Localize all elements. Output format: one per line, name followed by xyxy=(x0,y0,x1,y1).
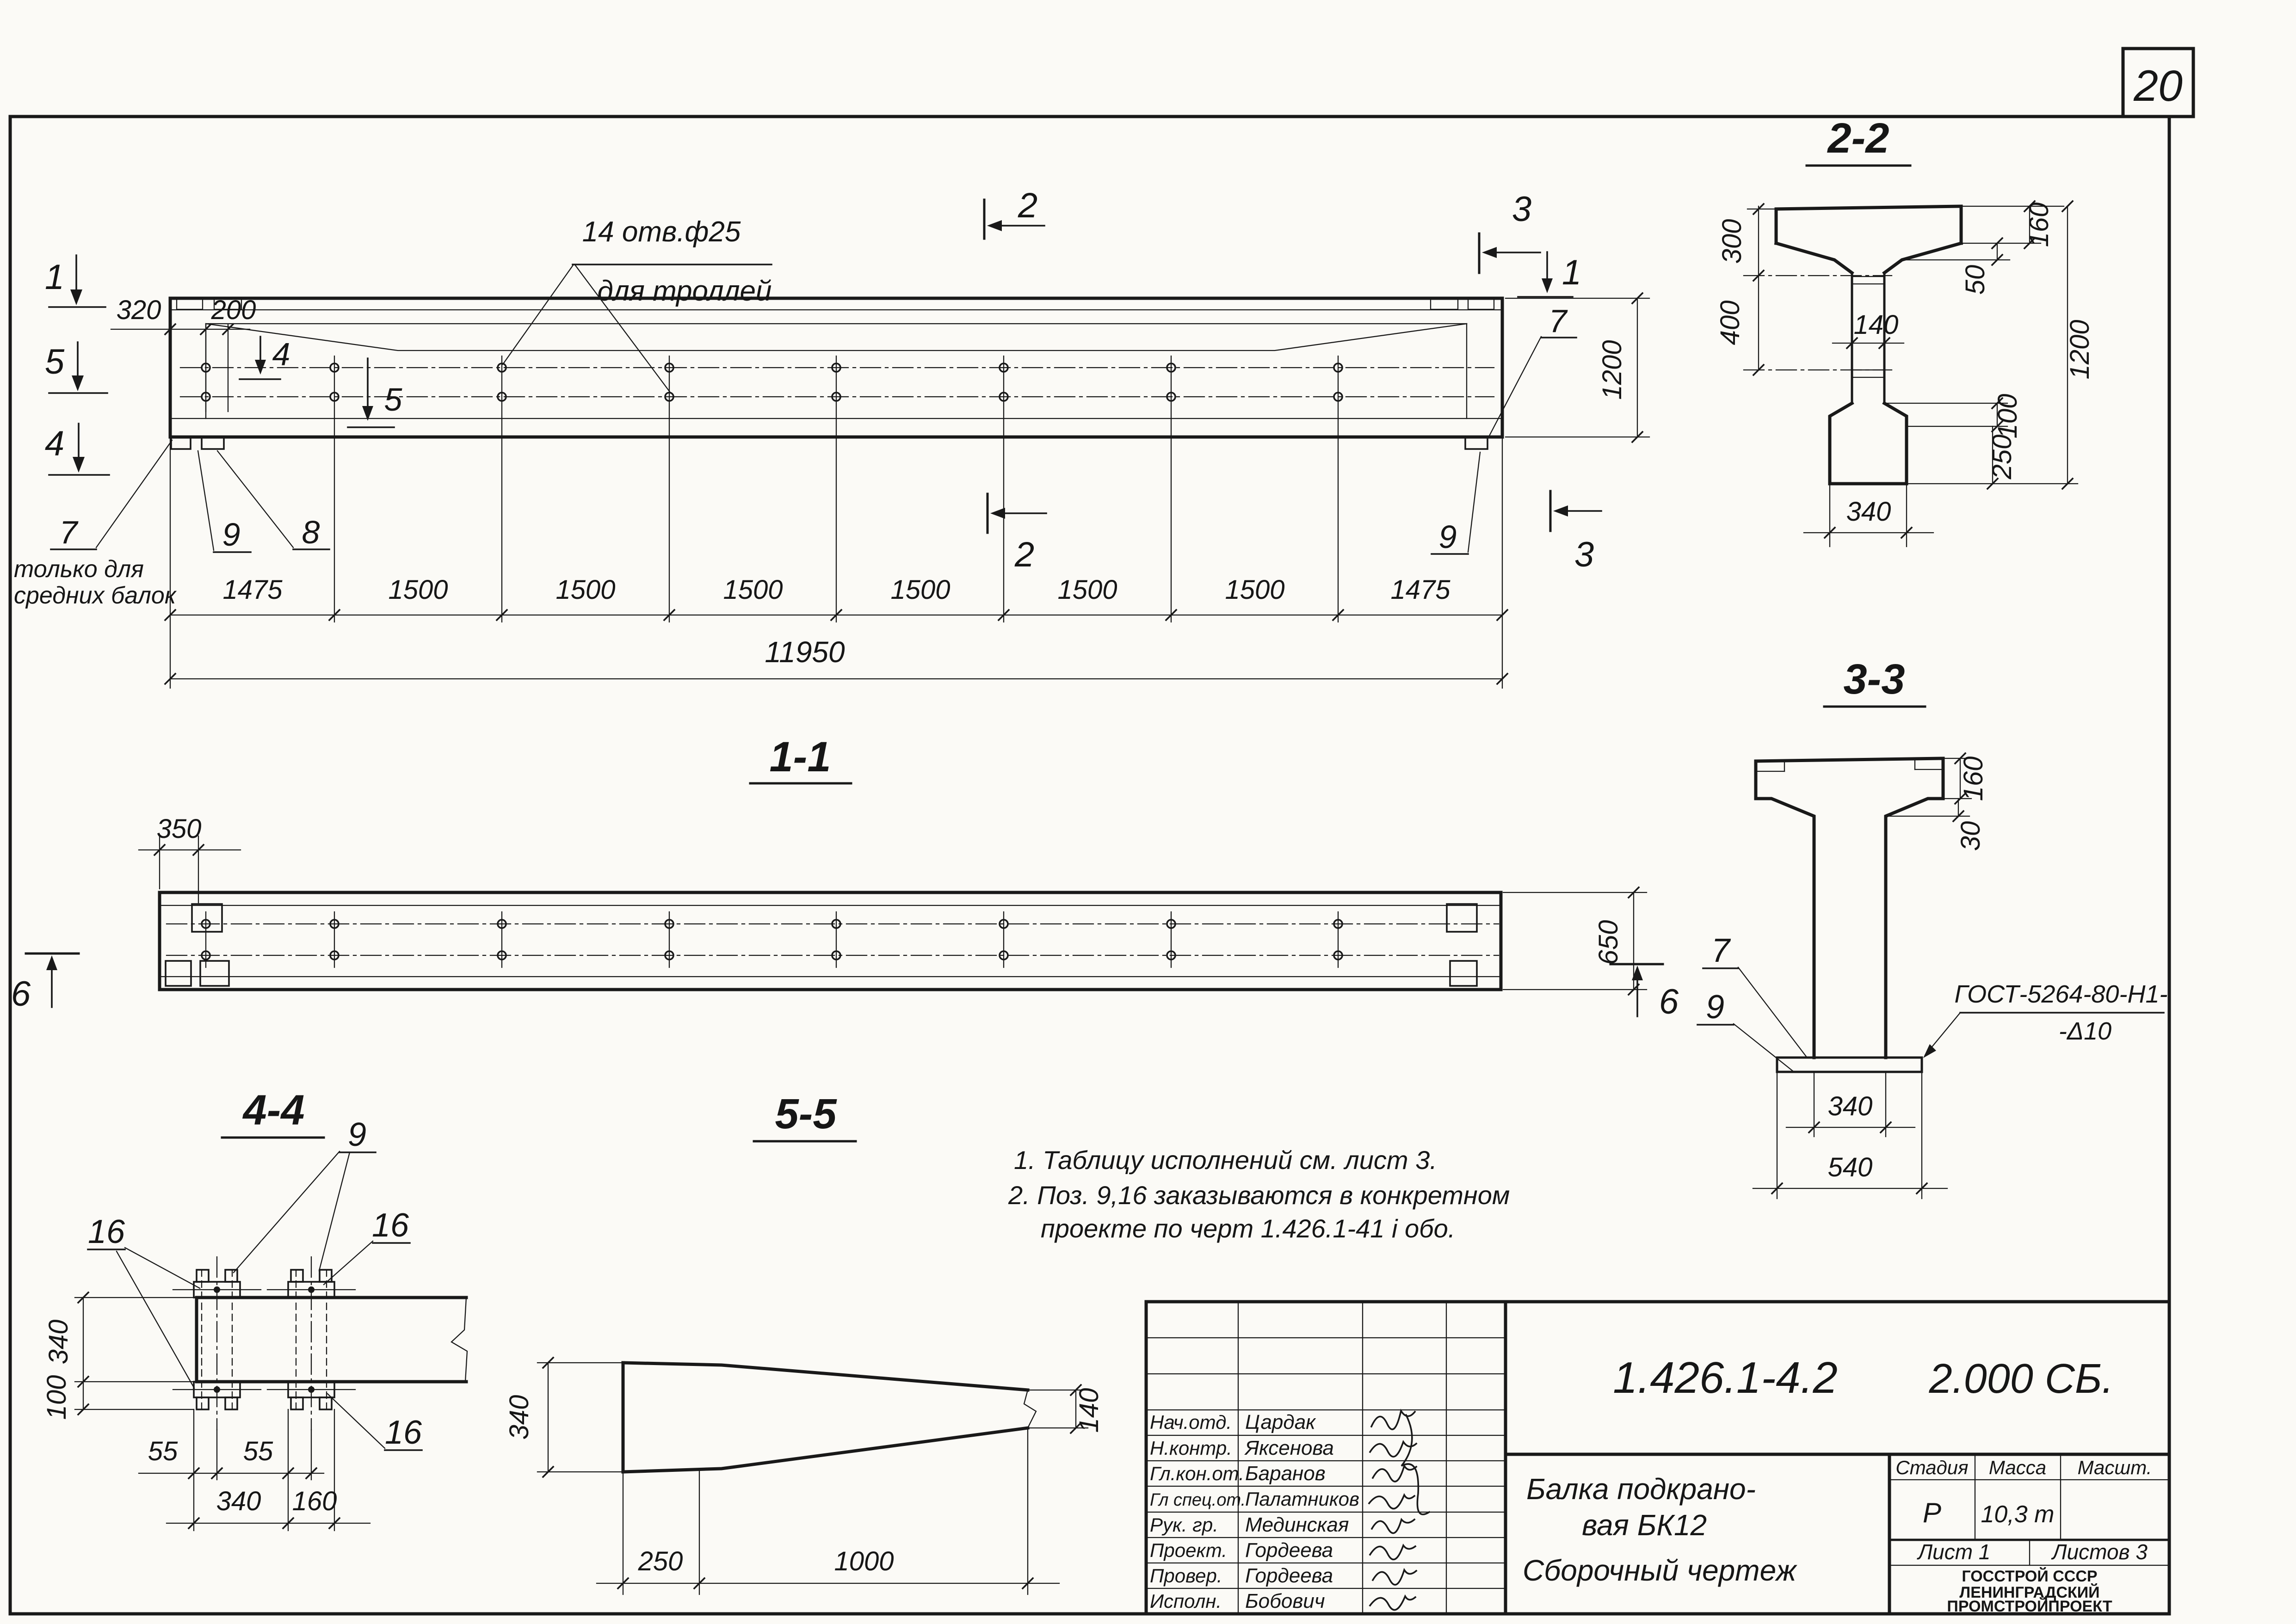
svg-text:340: 340 xyxy=(43,1319,74,1365)
dim-340-100-left xyxy=(42,1292,197,1420)
only-note-line1: только для xyxy=(14,556,144,583)
callout-9-44 xyxy=(234,1116,376,1273)
section-mark-5-left xyxy=(45,342,107,393)
dim-340-540 xyxy=(1753,1072,1947,1199)
section-mark-5-inner xyxy=(348,358,403,427)
signatures xyxy=(1369,1411,1429,1610)
section-mark-3-bottom xyxy=(1550,491,1601,574)
role: Провер. xyxy=(1150,1565,1222,1587)
svg-text:340: 340 xyxy=(1827,1091,1873,1121)
person: Баранов xyxy=(1245,1462,1326,1485)
svg-text:55: 55 xyxy=(243,1436,273,1466)
weld-note xyxy=(1923,980,2167,1058)
col-mass: Масса xyxy=(1988,1457,2047,1478)
doc-code: 2.000 СБ. xyxy=(1929,1356,2114,1402)
person: Гордеева xyxy=(1245,1539,1333,1562)
svg-text:7: 7 xyxy=(1549,303,1567,339)
svg-text:250: 250 xyxy=(638,1546,683,1576)
clamp-assembly-1 xyxy=(173,1257,261,1430)
section-4-4 xyxy=(42,1087,467,1531)
sheet-label: Лист 1 xyxy=(1918,1540,1991,1564)
section-2-2-outline xyxy=(1776,206,1961,484)
note-line1: 1. Таблицу исполнений см. лист 3. xyxy=(1014,1145,1437,1175)
section-mark-1-right xyxy=(1518,252,1581,297)
product-name-cell xyxy=(1523,1454,1889,1614)
person: Палатников xyxy=(1245,1488,1359,1510)
section-mark-6-left xyxy=(11,953,79,1014)
svg-text:1475: 1475 xyxy=(222,575,283,605)
svg-text:160: 160 xyxy=(292,1486,337,1516)
svg-text:340: 340 xyxy=(1846,497,1891,527)
only-note-line2: средних балок xyxy=(14,582,176,609)
mass-value: 10,3 т xyxy=(1981,1501,2055,1528)
svg-text:2: 2 xyxy=(1018,186,1038,225)
doc-number-cell xyxy=(1506,1353,2169,1454)
svg-text:1500: 1500 xyxy=(723,575,783,605)
sheets-label: Листов 3 xyxy=(2052,1540,2148,1564)
svg-text:540: 540 xyxy=(1827,1152,1873,1182)
dim-total-length xyxy=(165,635,1507,684)
organization-cell xyxy=(1947,1567,2112,1615)
weld-note-line1: ГОСТ-5264-80-Н1- xyxy=(1954,980,2168,1008)
note-line2: 2. Поз. 9,16 заказываются в конкретном xyxy=(1008,1181,1510,1210)
section-2-2 xyxy=(1715,115,2095,547)
section-5-5-outline xyxy=(623,1363,1036,1472)
svg-text:1200: 1200 xyxy=(2065,320,2095,380)
role: Проект. xyxy=(1150,1539,1227,1561)
section-mark-2-bottom xyxy=(988,494,1046,574)
section-5-5-title: 5-5 xyxy=(775,1090,837,1138)
note-line3: проекте по черт 1.426.1-41 і обо. xyxy=(1041,1214,1456,1243)
dim-320-200 xyxy=(111,295,256,334)
section-3-3 xyxy=(1697,656,2167,1199)
svg-text:7: 7 xyxy=(59,514,78,550)
svg-text:1500: 1500 xyxy=(555,575,616,605)
product-line2: вая БК12 xyxy=(1582,1508,1707,1542)
svg-text:1000: 1000 xyxy=(834,1546,894,1576)
dim-160-30 xyxy=(1886,753,1988,851)
person: Гордеева xyxy=(1245,1564,1333,1587)
org-line1: ГОССТРОЙ СССР xyxy=(1962,1568,2098,1585)
svg-text:1500: 1500 xyxy=(1225,575,1285,605)
sheet-number: 20 xyxy=(2134,62,2183,111)
stage-mass-scale xyxy=(1889,1454,2169,1540)
svg-text:1475: 1475 xyxy=(1390,575,1450,605)
person: Яксенова xyxy=(1245,1437,1334,1459)
svg-text:8: 8 xyxy=(302,514,320,550)
svg-text:1500: 1500 xyxy=(890,575,950,605)
org-line3: ПРОМСТРОЙПРОЕКТ xyxy=(1947,1598,2112,1615)
org-line2: ЛЕНИНГРАДСКИЙ xyxy=(1959,1584,2100,1601)
svg-text:300: 300 xyxy=(1717,219,1747,264)
dim-140-55 xyxy=(1028,1385,1104,1433)
svg-text:6: 6 xyxy=(1659,982,1679,1021)
svg-text:9: 9 xyxy=(1705,989,1725,1026)
callout-16-bottom xyxy=(327,1394,422,1451)
person: Цардак xyxy=(1245,1411,1315,1433)
dim-1200-label: 1200 xyxy=(1597,340,1627,400)
section-mark-6-right xyxy=(1611,964,1679,1021)
callout-7-left xyxy=(51,440,172,550)
product-line3: Сборочный чертеж xyxy=(1523,1554,1796,1587)
dim-total-label: 11950 xyxy=(765,635,845,669)
bearing-pads xyxy=(171,437,1487,449)
svg-text:160: 160 xyxy=(2024,202,2054,247)
dim-650 xyxy=(1503,887,1647,995)
dim-350-label: 350 xyxy=(156,814,202,844)
callout-16-right xyxy=(324,1207,410,1285)
role: Исполн. xyxy=(1150,1590,1222,1612)
section-4-4-bar xyxy=(197,1298,467,1382)
svg-text:160: 160 xyxy=(1958,756,1988,801)
callout-9-left xyxy=(198,451,251,553)
svg-text:5: 5 xyxy=(44,342,65,381)
section-1-1-title: 1-1 xyxy=(769,733,831,781)
role: Гл спец.от. xyxy=(1150,1490,1246,1510)
dim-320-label: 320 xyxy=(116,295,161,325)
svg-text:4: 4 xyxy=(272,336,290,372)
svg-text:30: 30 xyxy=(1956,821,1986,851)
svg-text:1500: 1500 xyxy=(388,575,448,605)
svg-text:5: 5 xyxy=(384,381,402,418)
section-3-3-title: 3-3 xyxy=(1843,656,1905,703)
svg-text:4: 4 xyxy=(44,424,65,463)
dim-300-400 xyxy=(1715,204,1776,375)
sheet-count-row xyxy=(1889,1540,2169,1565)
role: Нач.отд. xyxy=(1150,1411,1232,1433)
person: Мединская xyxy=(1245,1513,1349,1536)
svg-text:6: 6 xyxy=(11,974,31,1014)
main-elevation xyxy=(14,186,1649,688)
svg-text:1: 1 xyxy=(44,258,65,297)
dim-160-50 xyxy=(1902,201,2064,295)
svg-text:3: 3 xyxy=(1574,535,1594,574)
section-mark-3-top xyxy=(1479,190,1540,273)
svg-text:400: 400 xyxy=(1715,300,1745,345)
svg-text:9: 9 xyxy=(1438,519,1457,555)
svg-text:2: 2 xyxy=(1014,535,1035,574)
hole-note-line2: для троллей xyxy=(597,275,772,307)
dim-200-label: 200 xyxy=(211,295,256,325)
plan-slots xyxy=(166,904,1477,986)
doc-number: 1.426.1-4.2 xyxy=(1613,1353,1838,1403)
role: Гл.кон.от. xyxy=(1150,1463,1244,1484)
dim-340-55 xyxy=(504,1358,623,1477)
hole-note-line1: 14 отв.ф25 xyxy=(582,216,741,248)
section-4-4-title: 4-4 xyxy=(243,1087,305,1134)
section-2-2-title: 2-2 xyxy=(1827,115,1889,162)
svg-text:16: 16 xyxy=(384,1414,422,1451)
svg-text:1: 1 xyxy=(1562,253,1582,292)
stage-value: Р xyxy=(1922,1497,1942,1528)
plan-holes xyxy=(202,912,1342,967)
general-notes xyxy=(1008,1145,1510,1243)
person: Бобович xyxy=(1245,1590,1325,1612)
svg-text:250: 250 xyxy=(1987,434,2017,480)
svg-text:1500: 1500 xyxy=(1057,575,1117,605)
svg-text:16: 16 xyxy=(371,1207,409,1244)
title-block xyxy=(1146,1302,2169,1615)
svg-text:340: 340 xyxy=(216,1486,261,1516)
section-1-1 xyxy=(11,733,1679,1021)
svg-text:340: 340 xyxy=(504,1395,534,1440)
sheet-number-box xyxy=(2123,49,2193,117)
col-scale: Масшт. xyxy=(2077,1457,2152,1478)
weld-note-line2: -Δ10 xyxy=(2058,1017,2112,1045)
col-stage: Стадия xyxy=(1895,1457,1969,1478)
clamp-assembly-2 xyxy=(267,1257,355,1430)
svg-text:140: 140 xyxy=(1074,1388,1104,1433)
section-mark-2-top xyxy=(984,186,1044,239)
svg-text:3: 3 xyxy=(1512,190,1532,229)
section-mark-4-inner xyxy=(240,336,290,379)
svg-text:7: 7 xyxy=(1711,932,1730,969)
section-mark-4-left xyxy=(45,424,109,475)
role: Рук. гр. xyxy=(1150,1514,1218,1536)
dim-350 xyxy=(139,814,241,903)
section-3-3-outline xyxy=(1756,758,1943,1072)
svg-text:140: 140 xyxy=(1853,310,1899,340)
svg-text:50: 50 xyxy=(1960,265,1990,295)
svg-text:9: 9 xyxy=(222,517,241,553)
dim-140-web xyxy=(1833,310,1904,348)
dim-340-22 xyxy=(1804,484,1933,547)
product-line1: Балка подкрано- xyxy=(1526,1472,1756,1506)
callout-9-right xyxy=(1432,452,1480,555)
top-slots xyxy=(177,298,1494,309)
svg-text:100: 100 xyxy=(1993,394,2023,439)
role: Н.контр. xyxy=(1150,1437,1232,1459)
dim-650-label: 650 xyxy=(1593,920,1623,965)
svg-text:55: 55 xyxy=(148,1436,178,1466)
svg-text:9: 9 xyxy=(347,1116,367,1153)
section-mark-1-left xyxy=(45,255,105,307)
svg-text:100: 100 xyxy=(42,1375,72,1420)
hole-note xyxy=(503,216,772,393)
svg-text:16: 16 xyxy=(87,1213,125,1250)
dim-1200-elevation xyxy=(1506,293,1649,442)
callout-16-left xyxy=(88,1213,200,1388)
